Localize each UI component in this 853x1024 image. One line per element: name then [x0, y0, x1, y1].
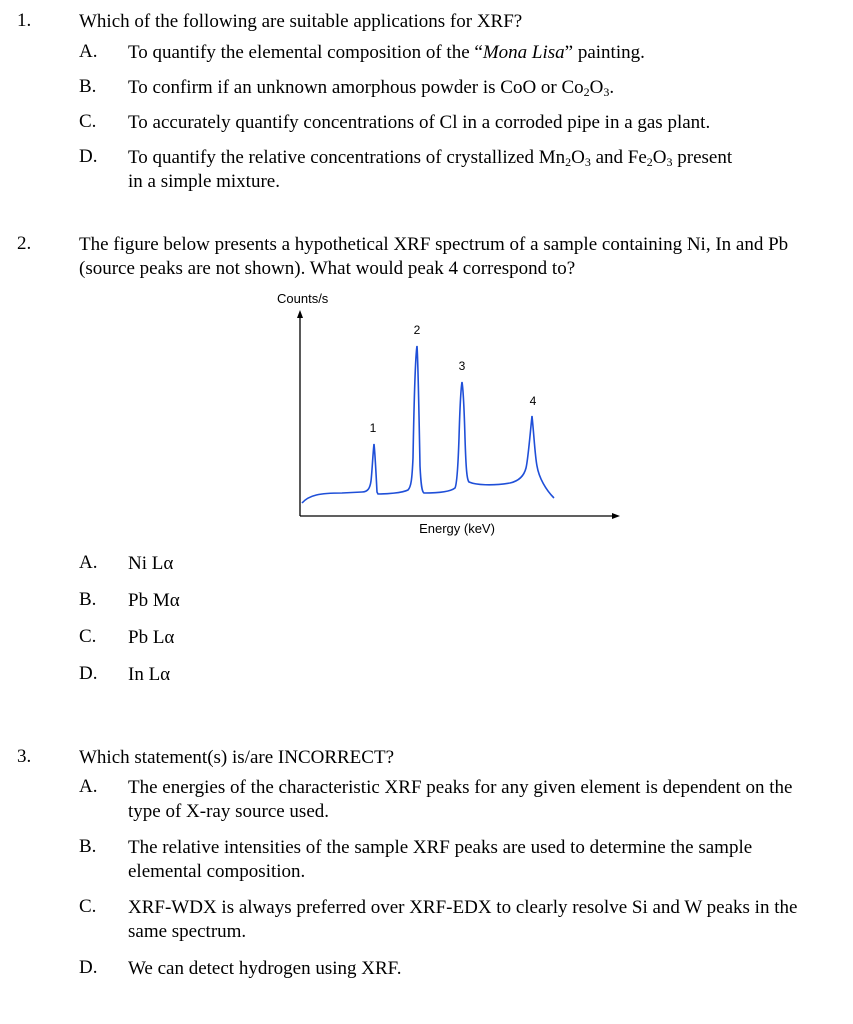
- q3-option-d-letter: D.: [79, 957, 98, 978]
- question-3-number: 3.: [17, 746, 32, 767]
- peak-label-2: 2: [413, 323, 421, 337]
- q2-option-c-letter: C.: [79, 626, 97, 647]
- q3-option-b-letter: B.: [79, 836, 97, 857]
- q2-option-b-text: Pb Mα: [128, 590, 180, 611]
- q3-option-a-letter: A.: [79, 776, 98, 797]
- question-1-stem: Which of the following are suitable applications for XRF?: [79, 11, 523, 32]
- q1-option-a-letter: A.: [79, 41, 98, 62]
- peak-label-3: 3: [458, 359, 466, 373]
- spectrum-line: [302, 346, 554, 503]
- question-2-stem: The figure below presents a hypothetical XRF spectrum of a sample containing Ni, In and Pb (source peaks are not shown). What would peak 4 correspond to?: [79, 234, 789, 279]
- q1-option-c-text: To accurately quantify concentrations of Cl in a corroded pipe in a gas plant.: [128, 112, 711, 133]
- q3-option-c-letter: C.: [79, 896, 97, 917]
- q2-option-c-text: Pb Lα: [128, 627, 175, 648]
- q2-option-d-letter: D.: [79, 663, 98, 684]
- question-2-number: 2.: [17, 233, 32, 254]
- q1-option-b-letter: B.: [79, 76, 97, 97]
- q3-option-b-text: The relative intensities of the sample XRF peaks are used to determine the sample elemental composition.: [128, 837, 753, 882]
- q1-option-d-text: To quantify the relative concentrations of crystallized $Mn_2O_3$ and $Fe_2O_3$ present in a simple mixture.: [128, 147, 733, 192]
- q3-option-c-text: XRF-WDX is always preferred over XRF-EDX to clearly resolve Si and W peaks in the same spectrum.: [128, 897, 798, 942]
- q2-option-a-text: Ni Lα: [128, 553, 174, 574]
- q3-option-a-text: The energies of the characteristic XRF peaks for any given element is dependent on the type of X-ray source used.: [128, 777, 793, 822]
- q1-option-d-letter: D.: [79, 146, 98, 167]
- question-3-stem: Which statement(s) is/are INCORRECT?: [79, 747, 395, 768]
- question-1-number: 1.: [17, 10, 32, 31]
- xrf-spectrum-chart: [262, 288, 642, 543]
- q2-option-b-letter: B.: [79, 589, 97, 610]
- q2-option-a-letter: A.: [79, 552, 98, 573]
- y-axis-label: Counts/s: [277, 291, 329, 306]
- q1-option-a-text: To quantify the elemental composition of the “Mona Lisa” painting.: [128, 42, 645, 63]
- q1-option-b-text: To confirm if an unknown amorphous powder is CoO or $Co_2O_3$.: [128, 77, 615, 99]
- peak-label-1: 1: [369, 421, 377, 435]
- y-axis-arrow-icon: [297, 310, 303, 318]
- peak-label-4: 4: [529, 394, 537, 408]
- q1-option-c-letter: C.: [79, 111, 97, 132]
- x-axis-label: Energy (keV): [419, 521, 495, 536]
- q3-option-d-text: We can detect hydrogen using XRF.: [128, 958, 402, 979]
- q2-option-d-text: In Lα: [128, 664, 171, 685]
- x-axis-arrow-icon: [612, 513, 620, 519]
